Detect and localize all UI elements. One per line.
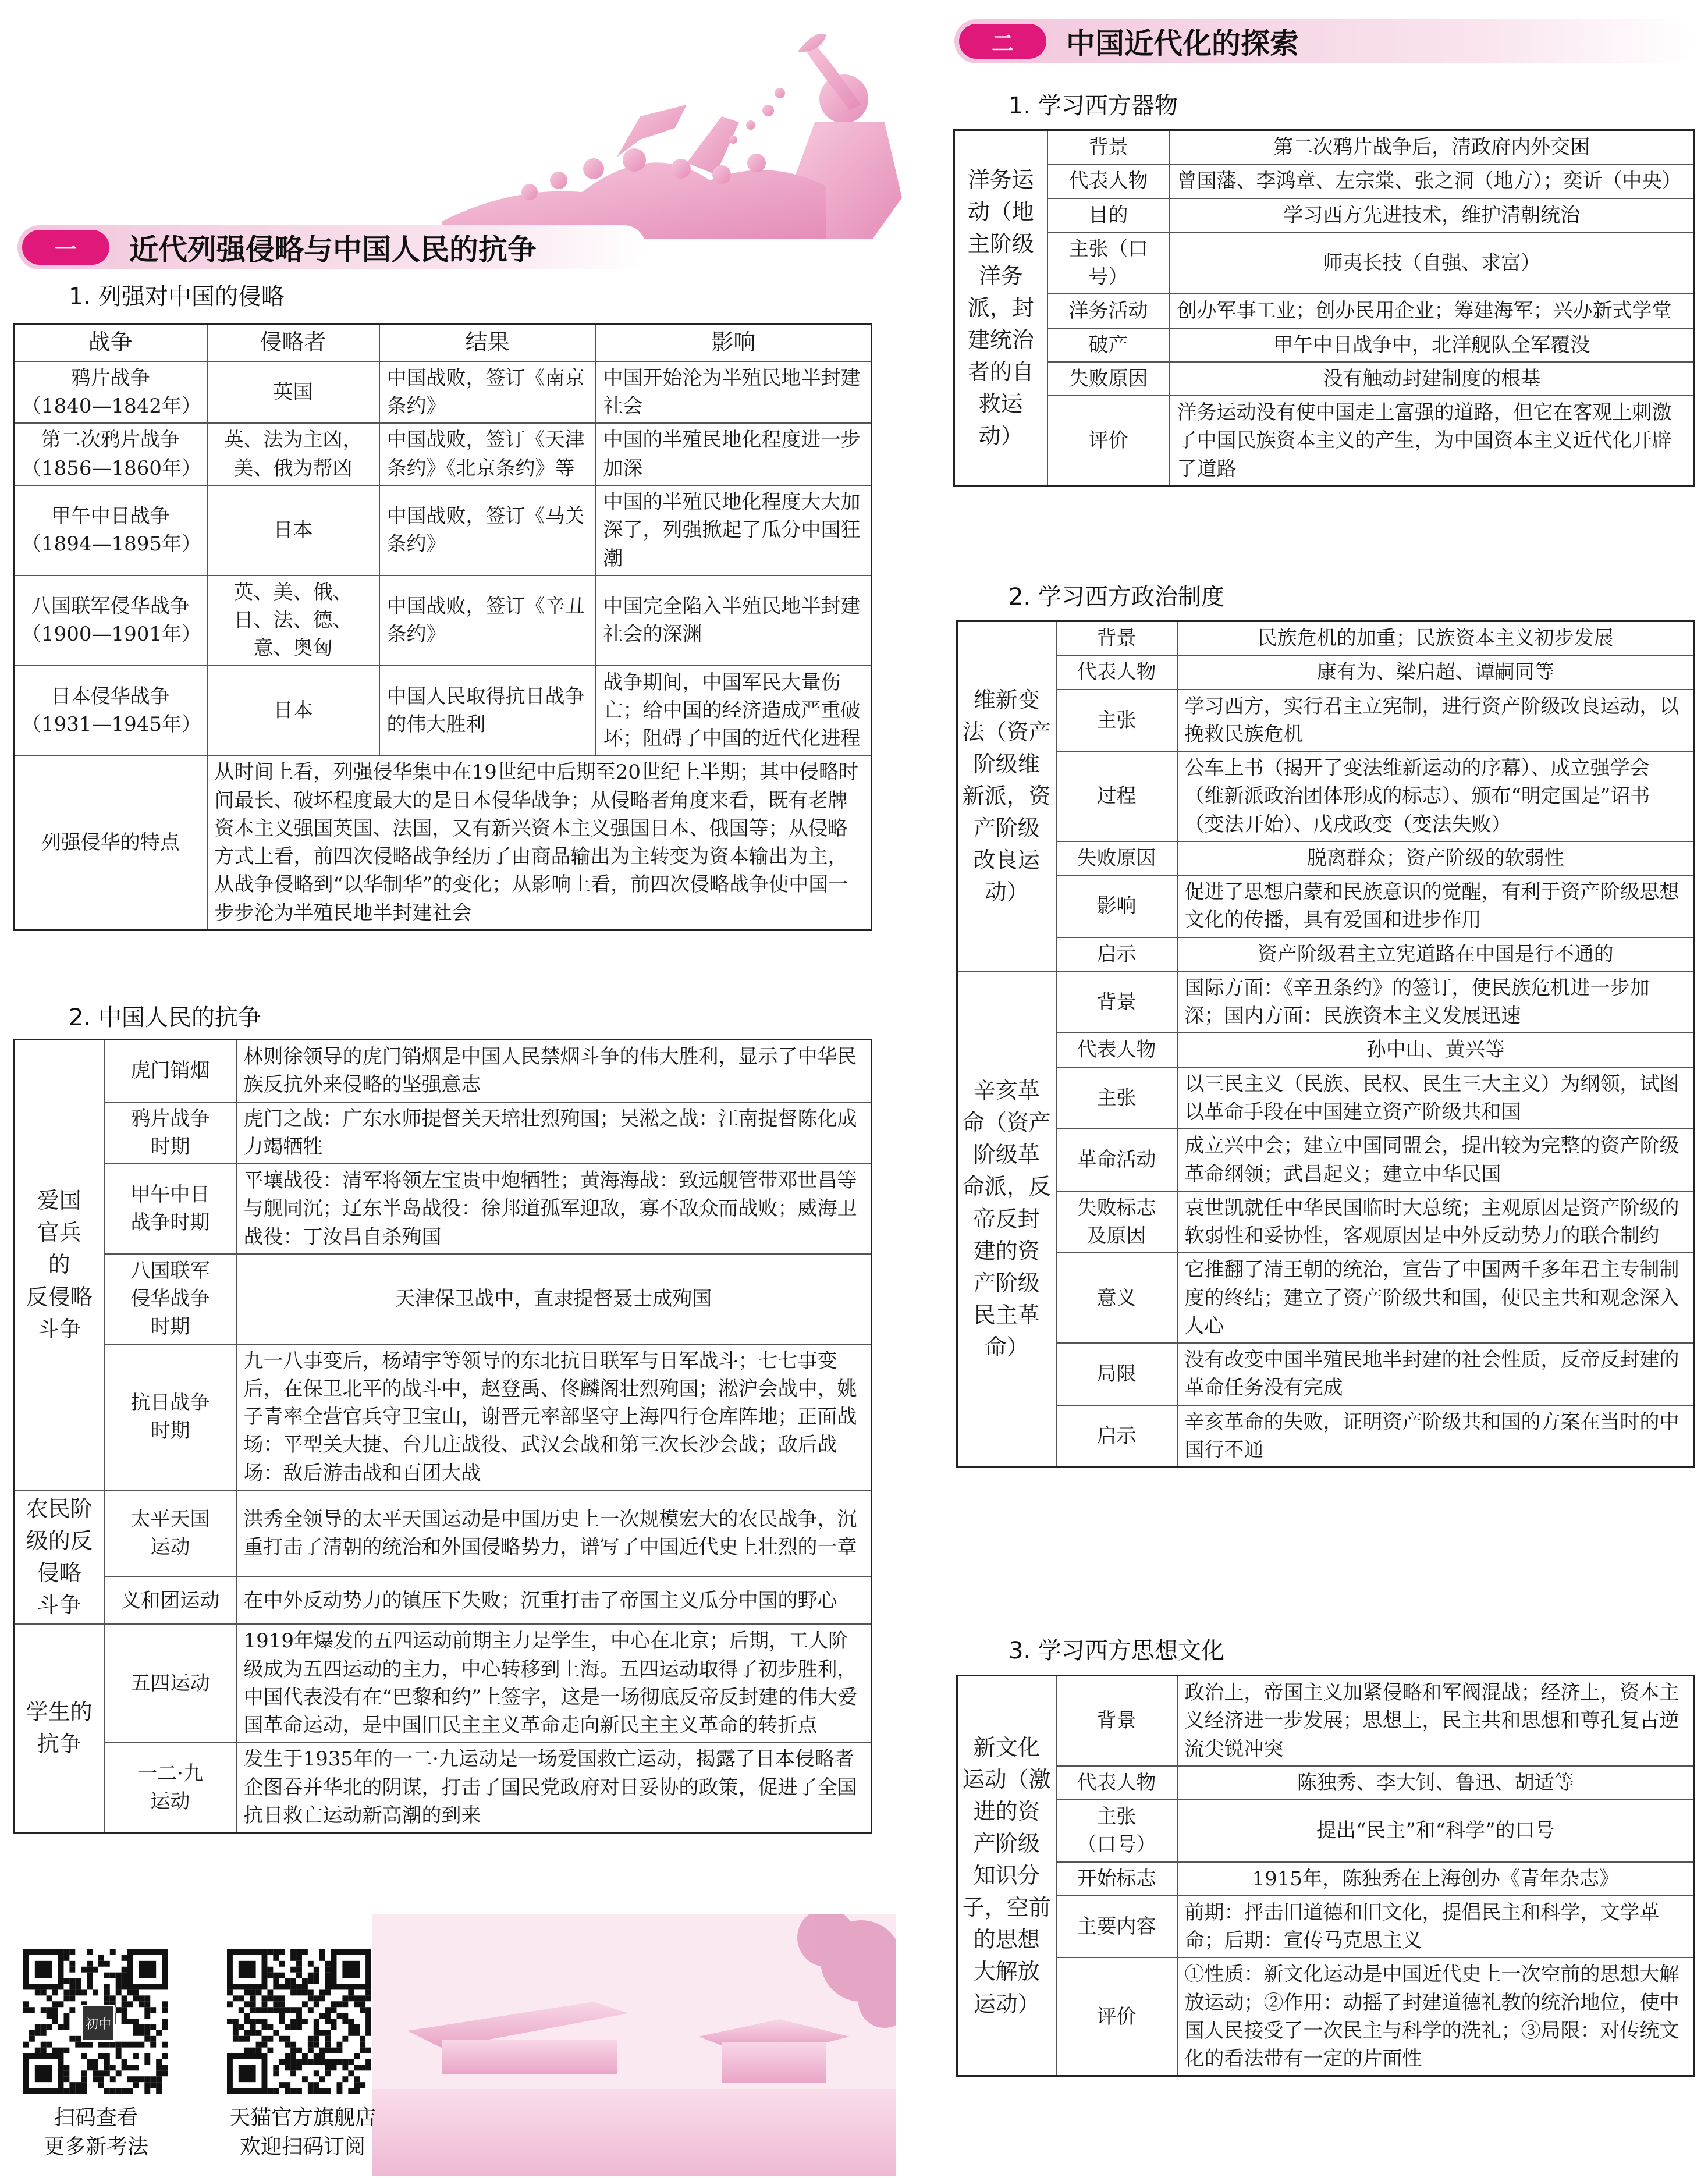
- resistance-detail: 九一八事变后，杨靖宇等领导的东北抗日联军与日军战斗；七七事变后，在保卫北平的战斗中，赵登禹、佟麟阁壮烈殉国；淞沪会战中，姚子青率全营官兵守卫宝山，谢晋元率部坚守上海四行仓库阵地；正面战场：平型关大捷、台儿庄战役、武汉会战和第三次长沙会战；敌后战场：敌后游击战和百团大战: [236, 1344, 872, 1490]
- info-row: [957, 1896, 1695, 1958]
- row-value: 甲午中日战争中，北洋舰队全军覆没: [1170, 328, 1695, 362]
- row-value: 它推翻了清王朝的统治，宣告了中国两千多年君主专制制度的终结；建立了资产阶级共和国，使民主共和观念深入人心: [1177, 1253, 1695, 1343]
- resistance-event: 抗日战争 时期: [105, 1344, 236, 1490]
- subheading-invasion: 1. 列强对中国的侵略: [69, 283, 285, 310]
- section2-number: 二: [959, 24, 1046, 59]
- row-value: 没有改变中国半殖民地半封建的社会性质，反帝反封建的革命任务没有完成: [1177, 1343, 1695, 1405]
- result: 中国战败，签订《辛丑条约》: [379, 575, 596, 666]
- row-value: 没有触动封建制度的根基: [1170, 362, 1695, 396]
- pavilion-decoration: [372, 1914, 896, 2176]
- info-row: [957, 1676, 1695, 1766]
- row-key: 洋务活动: [1047, 294, 1170, 328]
- section2-title: 中国近代化的探索: [1066, 27, 1299, 61]
- new-culture-table: [956, 1675, 1695, 2077]
- row-value: 成立兴中会；建立中国同盟会，提出较为完整的资产阶级革命纲领；武昌起义；建立中华民国: [1177, 1129, 1695, 1191]
- row-value: 袁世凯就任中华民国临时大总统；主观原因是资产阶级的软弱性和妥协性，客观原因是中外反动势力的联合制约: [1177, 1191, 1695, 1253]
- feature-label: 列强侵华的特点: [14, 755, 207, 930]
- resistance-row: [14, 1254, 872, 1344]
- row-value: 提出“民主”和“科学”的口号: [1177, 1800, 1695, 1862]
- row-key: 主张: [1056, 690, 1177, 752]
- row-key: 目的: [1047, 198, 1170, 232]
- row-value: 前期：抨击旧道德和旧文化，提倡民主和科学，文学革命；后期：宣传马克思主义: [1177, 1896, 1695, 1958]
- row-key: 主要内容: [1056, 1896, 1177, 1958]
- row-key: 背景: [1056, 621, 1177, 656]
- result: 中国人民取得抗日战争的伟大胜利: [379, 666, 596, 756]
- row-key: 代表人物: [1056, 1766, 1177, 1800]
- info-row: [957, 1862, 1695, 1896]
- impact: 中国开始沦为半殖民地半封建社会: [596, 361, 872, 424]
- row-value: 脱离群众；资产阶级的软弱性: [1177, 841, 1695, 875]
- resistance-row: [14, 1577, 872, 1624]
- row-key: 背景: [1047, 130, 1170, 165]
- impact: 中国的半殖民地化程度大大加深了，列强掀起了瓜分中国狂潮: [596, 485, 872, 575]
- row-value: 1915年，陈独秀在上海创办《青年杂志》: [1177, 1862, 1695, 1896]
- row-value: 以三民主义（民族、民权、民生三大主义）为纲领，试图以革命手段在中国建立资产阶级共和国: [1177, 1067, 1695, 1129]
- info-row: [957, 751, 1695, 841]
- resistance-row: [14, 1624, 872, 1742]
- section1-banner: [17, 225, 646, 269]
- invasion-row: [14, 361, 872, 424]
- row-key: 革命活动: [1056, 1129, 1177, 1191]
- row-key: 主张（口号）: [1047, 232, 1170, 294]
- row-value: 辛亥革命的失败，证明资产阶级共和国的方案在当时的中国行不通: [1177, 1405, 1695, 1468]
- resistance-event: 五四运动: [105, 1624, 236, 1742]
- row-key: 失败原因: [1056, 841, 1177, 875]
- row-key: 失败原因: [1047, 362, 1170, 396]
- row-value: 公车上书（揭开了变法维新运动的序幕）、成立强学会（维新派政治团体形成的标志）、颁布“明定国是”诏书（变法开始）、戊戌政变（变法失败）: [1177, 751, 1695, 841]
- info-row: [954, 198, 1695, 232]
- row-value: 促进了思想启蒙和民族意识的觉醒，有利于资产阶级思想文化的传播，具有爱国和进步作用: [1177, 875, 1695, 937]
- row-key: 代表人物: [1047, 164, 1170, 198]
- invasion-row: [14, 575, 872, 666]
- resistance-event: 甲午中日 战争时期: [105, 1164, 236, 1254]
- info-row: [957, 1253, 1695, 1343]
- info-row: [957, 1800, 1695, 1862]
- invasion-row: [14, 485, 872, 575]
- resistance-row: [14, 1344, 872, 1490]
- info-row: [957, 690, 1695, 752]
- info-row: [957, 1129, 1695, 1191]
- row-key: 局限: [1056, 1343, 1177, 1405]
- section2-banner: [954, 19, 1693, 63]
- row-key: 主张: [1056, 1067, 1177, 1129]
- row-value: 国际方面：《辛丑条约》的签订，使民族危机进一步加深；国内方面：民族资本主义发展迅速: [1177, 971, 1695, 1033]
- row-key: 背景: [1056, 971, 1177, 1033]
- section1-number: 一: [22, 230, 109, 265]
- info-row: [957, 1033, 1695, 1067]
- resistance-category: 学生的 抗争: [14, 1624, 105, 1832]
- feature-text: 从时间上看，列强侵华集中在19世纪中后期至20世纪上半期；其中侵略时间最长、破坏程度最大的是日本侵华战争；从侵略者角度来看，既有老牌资本主义强国英国、法国，又有新兴资本主义强国日本、俄国等；从侵略方式上看，前四次侵略战争经历了由商品输出为主转变为资本输出为主，从战争侵略到“以华制华”的变化；从影响上看，前四次侵略战争使中国一步步沦为半殖民地半封建社会: [207, 755, 872, 930]
- row-key: 背景: [1056, 1676, 1177, 1766]
- resistance-detail: 在中外反动势力的镇压下失败；沉重打击了帝国主义瓜分中国的野心: [236, 1577, 872, 1624]
- invasion-header-row: [14, 324, 872, 361]
- resistance-category: 农民阶 级的反 侵略 斗争: [14, 1490, 105, 1624]
- war-name: 日本侵华战争 （1931—1945年）: [14, 666, 207, 756]
- westernization-category: 洋务运 动（地 主阶级 洋务 派，封 建统治 者的自 救运 动）: [954, 130, 1047, 486]
- row-key: 过程: [1056, 751, 1177, 841]
- info-row: [957, 1405, 1695, 1468]
- resistance-detail: 1919年爆发的五四运动前期主力是学生，中心在北京；后期，工人阶级成为五四运动的主力，中心转移到上海。五四运动取得了初步胜利，中国代表没有在“巴黎和约”上签字，这是一场彻底反帝反封建的伟大爱国革命运动，是中国旧民主主义革命走向新民主主义革命的转折点: [236, 1624, 872, 1742]
- resistance-category: 爱国 官兵 的 反侵略 斗争: [14, 1040, 105, 1490]
- info-row: [954, 396, 1695, 486]
- section1-title: 近代列强侵略与中国人民的抗争: [129, 233, 537, 267]
- qr-right-label: 天猫官方旗舰店 欢迎扫码订阅: [229, 2106, 376, 2159]
- row-key: 失败标志 及原因: [1056, 1191, 1177, 1253]
- row-key: 主张 （口号）: [1056, 1800, 1177, 1862]
- row-key: 意义: [1056, 1253, 1177, 1343]
- war-name: 第二次鸦片战争 （1856—1860年）: [14, 423, 207, 485]
- row-value: 学习西方先进技术，维护清朝统治: [1170, 198, 1695, 232]
- resistance-row: [14, 1040, 872, 1102]
- reform-category: 维新变 法（资产 阶级维 新派，资 产阶级 改良运 动）: [957, 621, 1056, 971]
- result: 中国战败，签订《天津条约》《北京条约》等: [379, 423, 596, 485]
- resistance-event: 鸦片战争 时期: [105, 1102, 236, 1164]
- row-key: 影响: [1056, 875, 1177, 937]
- row-value: 民族危机的加重；民族资本主义初步发展: [1177, 621, 1695, 656]
- row-value: 第二次鸦片战争后，清政府内外交困: [1170, 130, 1695, 165]
- info-row: [954, 232, 1695, 294]
- invader: 英、美、俄、日、法、德、意、奥匈: [207, 575, 379, 666]
- invasion-row: [14, 423, 872, 485]
- row-key: 代表人物: [1056, 655, 1177, 689]
- feature-row: [14, 755, 872, 930]
- result: 中国战败，签订《南京条约》: [379, 361, 596, 424]
- info-row: [957, 621, 1695, 656]
- row-value: 创办军事工业；创办民用企业；筹建海军；兴办新式学堂: [1170, 294, 1695, 328]
- resistance-event: 一二·九 运动: [105, 1742, 236, 1832]
- resistance-detail: 洪秀全领导的太平天国运动是中国历史上一次规模宏大的农民战争，沉重打击了清朝的统治和外国侵略势力，谱写了中国近代史上壮烈的一章: [236, 1490, 872, 1577]
- info-row: [954, 294, 1695, 328]
- result: 中国战败，签订《马关条约》: [379, 485, 596, 575]
- info-row: [957, 1343, 1695, 1405]
- impact: 中国的半殖民地化程度进一步加深: [596, 423, 872, 485]
- war-name: 鸦片战争 （1840—1842年）: [14, 361, 207, 424]
- impact: 中国完全陷入半殖民地半封建社会的深渊: [596, 575, 872, 666]
- info-row: [957, 937, 1695, 971]
- row-key: 代表人物: [1056, 1033, 1177, 1067]
- resistance-detail: 平壤战役：清军将领左宝贵中炮牺牲；黄海海战：致远舰管带邓世昌等与舰同沉；辽东半岛战役：徐邦道孤军迎敌，寡不敌众而战败；威海卫战役：丁汝昌自杀殉国: [236, 1164, 872, 1254]
- resistance-event: 八国联军 侵华战争 时期: [105, 1254, 236, 1344]
- info-row: [954, 328, 1695, 362]
- row-key: 破产: [1047, 328, 1170, 362]
- impact: 战争期间，中国军民大量伤亡；给中国的经济造成严重破坏；阻碍了中国的近代化进程: [596, 666, 872, 756]
- info-row: [957, 1067, 1695, 1129]
- invasion-row: [14, 666, 872, 756]
- row-key: 启示: [1056, 1405, 1177, 1468]
- row-key: 评价: [1047, 396, 1170, 486]
- info-row: [957, 841, 1695, 875]
- resistance-row: [14, 1164, 872, 1254]
- resistance-event: 义和团运动: [105, 1577, 236, 1624]
- qr-code-tmall-store[interactable]: [227, 1949, 371, 2094]
- invader: 英、法为主凶，美、俄为帮凶: [207, 423, 379, 485]
- info-row: [954, 130, 1695, 165]
- resistance-row: [14, 1742, 872, 1832]
- row-value: ①性质：新文化运动是中国近代史上一次空前的思想大解放运动；②作用：动摇了封建道德礼教的统治地位，使中国人民接受了一次民主与科学的洗礼；③局限：对传统文化的看法带有一定的片面性: [1177, 1957, 1695, 2076]
- info-row: [957, 971, 1695, 1033]
- silhouette-decoration: [442, 12, 954, 239]
- invader: 英国: [207, 361, 379, 424]
- header-result: 结果: [379, 324, 596, 361]
- row-key: 评价: [1056, 1957, 1177, 2076]
- political-reform-table: [956, 620, 1695, 1468]
- info-row: [954, 362, 1695, 396]
- invader: 日本: [207, 485, 379, 575]
- row-value: 孙中山、黄兴等: [1177, 1033, 1695, 1067]
- row-value: 曾国藩、李鸿章、左宗棠、张之洞（地方）；奕䜣（中央）: [1170, 164, 1695, 198]
- row-value: 学习西方，实行君主立宪制，进行资产阶级改良运动，以挽救民族危机: [1177, 690, 1695, 752]
- info-row: [957, 1766, 1695, 1800]
- westernization-table: [953, 129, 1695, 487]
- row-value: 洋务运动没有使中国走上富强的道路，但它在客观上刺激了中国民族资本主义的产生，为中国资本主义近代化开辟了道路: [1170, 396, 1695, 486]
- invader: 日本: [207, 666, 379, 756]
- war-name: 八国联军侵华战争 （1900—1901年）: [14, 575, 207, 666]
- subheading-western-tech: 1. 学习西方器物: [1009, 93, 1178, 119]
- resistance-detail: 天津保卫战中，直隶提督聂士成殉国: [236, 1254, 872, 1344]
- row-value: 康有为、梁启超、谭嗣同等: [1177, 655, 1695, 689]
- resistance-event: 虎门销烟: [105, 1040, 236, 1102]
- header-impact: 影响: [596, 324, 872, 361]
- info-row: [957, 875, 1695, 937]
- info-row: [957, 1191, 1695, 1253]
- row-key: 启示: [1056, 937, 1177, 971]
- resistance-event: 太平天国 运动: [105, 1490, 236, 1577]
- info-row: [957, 655, 1695, 689]
- info-row: [954, 164, 1695, 198]
- invasion-table: [13, 323, 872, 931]
- resistance-detail: 发生于1935年的一二·九运动是一场爱国救亡运动，揭露了日本侵略者企图吞并华北的阴谋，打击了国民党政府对日妥协的政策，促进了全国抗日救亡运动新高潮的到来: [236, 1742, 872, 1832]
- row-value: 政治上，帝国主义加紧侵略和军阀混战；经济上，资本主义经济进一步发展；思想上，民主共和思想和尊孔复古逆流尖锐冲突: [1177, 1676, 1695, 1766]
- row-value: 资产阶级君主立宪道路在中国是行不通的: [1177, 937, 1695, 971]
- row-key: 开始标志: [1056, 1862, 1177, 1896]
- header-war: 战争: [14, 324, 207, 361]
- row-value: 师夷长技（自强、求富）: [1170, 232, 1695, 294]
- reform-category: 辛亥革 命（资产 阶级革 命派，反 帝反封 建的资 产阶级 民主革 命）: [957, 971, 1056, 1468]
- war-name: 甲午中日战争 （1894—1895年）: [14, 485, 207, 575]
- header-invader: 侵略者: [207, 324, 379, 361]
- subheading-resistance: 2. 中国人民的抗争: [69, 1004, 261, 1031]
- new-culture-category: 新文化 运动（激 进的资 产阶级 知识分 子，空前 的思想 大解放 运动）: [957, 1676, 1056, 2076]
- qr-badge: 初中: [81, 2005, 115, 2042]
- info-row: [957, 1957, 1695, 2076]
- resistance-table: [13, 1039, 872, 1834]
- subheading-western-politics: 2. 学习西方政治制度: [1009, 584, 1224, 610]
- row-value: 陈独秀、李大钊、鲁迅、胡适等: [1177, 1766, 1695, 1800]
- resistance-detail: 虎门之战：广东水师提督关天培壮烈殉国；吴淞之战：江南提督陈化成力竭牺牲: [236, 1102, 872, 1164]
- resistance-detail: 林则徐领导的虎门销烟是中国人民禁烟斗争的伟大胜利，显示了中华民族反抗外来侵略的坚强意志: [236, 1040, 872, 1102]
- qr-left-label: 扫码查看 更多新考法: [43, 2106, 148, 2159]
- subheading-western-thought: 3. 学习西方思想文化: [1009, 1637, 1224, 1664]
- resistance-row: [14, 1102, 872, 1164]
- resistance-row: [14, 1490, 872, 1577]
